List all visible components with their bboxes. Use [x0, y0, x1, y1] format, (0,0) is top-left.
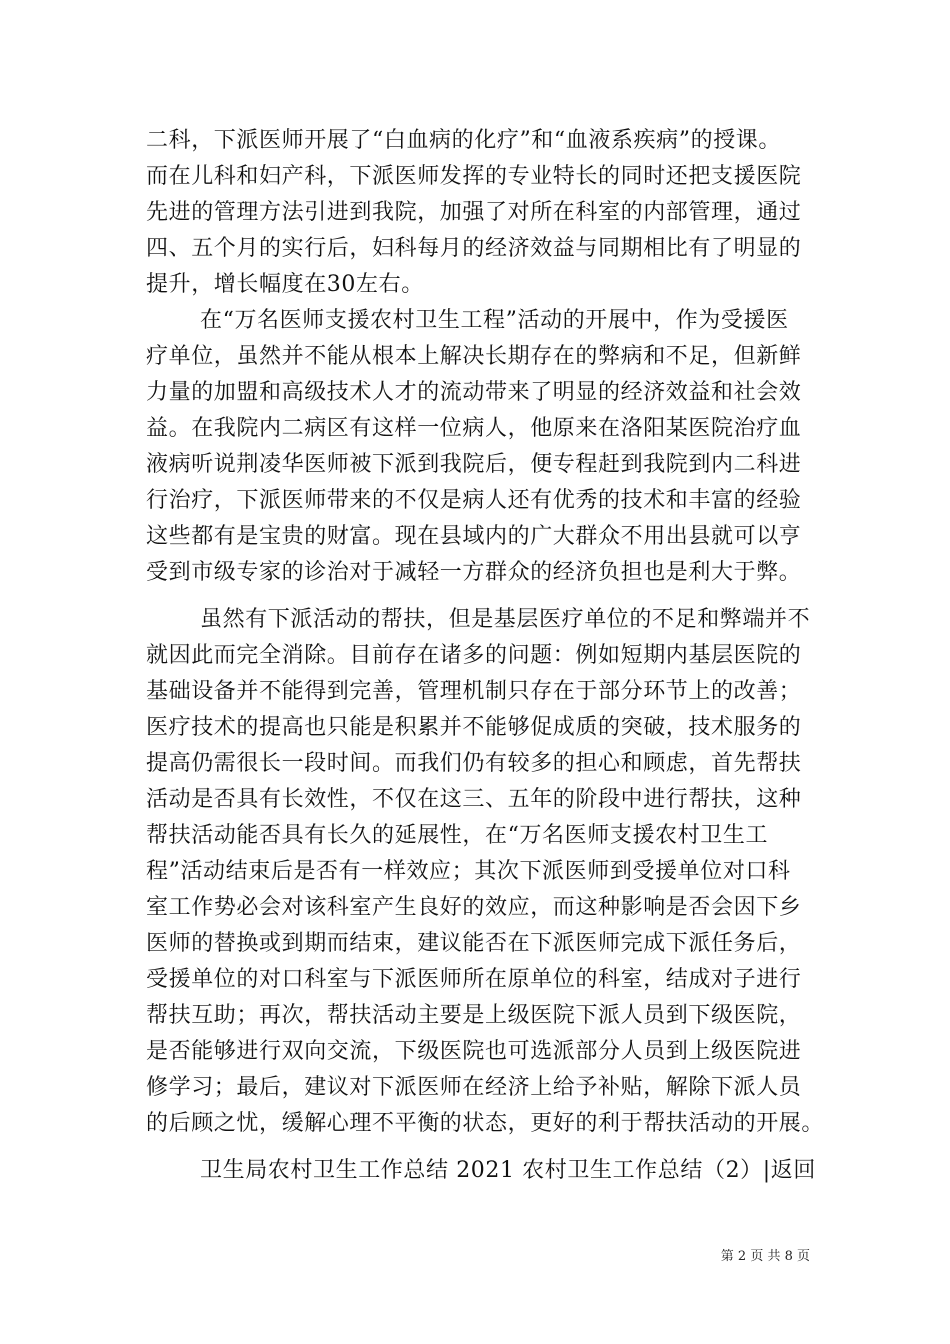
text-line: 而在儿科和妇产科，下派医师发挥的专业特长的同时还把支援医院 [146, 164, 802, 189]
text-line: 提升，增长幅度在30左右。 [146, 272, 424, 297]
text-line: 修学习；最后，建议对下派医师在经济上给予补贴，解除下派人员 [146, 1075, 802, 1100]
page-number: 第 2 页 共 8 页 [720, 1249, 810, 1264]
text-line: 室工作势必会对该科室产生良好的效应，而这种影响是否会因下乡 [146, 895, 802, 920]
text-line: 程”活动结束后是否有一样效应；其次下派医师到受援单位对口科 [146, 859, 791, 884]
text-line: 帮扶活动能否具有长久的延展性，在“万名医师支援农村卫生工 [146, 823, 769, 848]
text-line: 行治疗，下派医师带来的不仅是病人还有优秀的技术和丰富的经验 [146, 488, 802, 513]
text-line: 这些都有是宝贵的财富。现在县域内的广大群众不用出县就可以亨 [146, 524, 802, 549]
text-line: 四、五个月的实行后，妇科每月的经济效益与同期相比有了明显的 [146, 236, 802, 261]
text-line: 帮扶互助；再次，帮扶活动主要是上级医院下派人员到下级医院， [146, 1003, 802, 1028]
related-article-link[interactable]: 卫生局农村卫生工作总结 2021 农村卫生工作总结（2）|返回 [200, 1158, 816, 1183]
text-line: 液病听说荆凌华医师被下派到我院后，便专程赶到我院到内二科进 [146, 452, 802, 477]
text-line: 益。在我院内二病区有这样一位病人，他原来在洛阳某医院治疗血 [146, 416, 802, 441]
text-line: 虽然有下派活动的帮扶，但是基层医疗单位的不足和弊端并不 [200, 607, 811, 632]
text-line: 医疗技术的提高也只能是积累并不能够促成质的突破，技术服务的 [146, 715, 802, 740]
text-line: 在“万名医师支援农村卫生工程”活动的开展中，作为受援医 [200, 308, 789, 333]
text-line: 二科，下派医师开展了“白血病的化疗”和“血液系疾病”的授课。 [146, 128, 781, 153]
text-line: 先进的管理方法引进到我院，加强了对所在科室的内部管理，通过 [146, 200, 802, 225]
text-line: 就因此而完全消除。目前存在诸多的问题：例如短期内基层医院的 [146, 643, 802, 668]
text-line: 受援单位的对口科室与下派医师所在原单位的科室，结成对子进行 [146, 967, 802, 992]
text-line: 受到市级专家的诊治对于减轻一方群众的经济负担也是利大于弊。 [146, 560, 802, 585]
text-line: 疗单位，虽然并不能从根本上解决长期存在的弊病和不足，但新鲜 [146, 344, 802, 369]
text-line: 力量的加盟和高级技术人才的流动带来了明显的经济效益和社会效 [146, 380, 802, 405]
text-line: 基础设备并不能得到完善，管理机制只存在于部分环节上的改善； [146, 679, 802, 704]
text-line: 活动是否具有长效性，不仅在这三、五年的阶段中进行帮扶，这种 [146, 787, 802, 812]
text-line: 的后顾之忧，缓解心理不平衡的状态，更好的利于帮扶活动的开展。 [146, 1111, 825, 1136]
text-line: 是否能够进行双向交流，下级医院也可选派部分人员到上级医院进 [146, 1039, 802, 1064]
text-line: 提高仍需很长一段时间。而我们仍有较多的担心和顾虑，首先帮扶 [146, 751, 802, 776]
text-line: 医师的替换或到期而结束，建议能否在下派医师完成下派任务后， [146, 931, 802, 956]
